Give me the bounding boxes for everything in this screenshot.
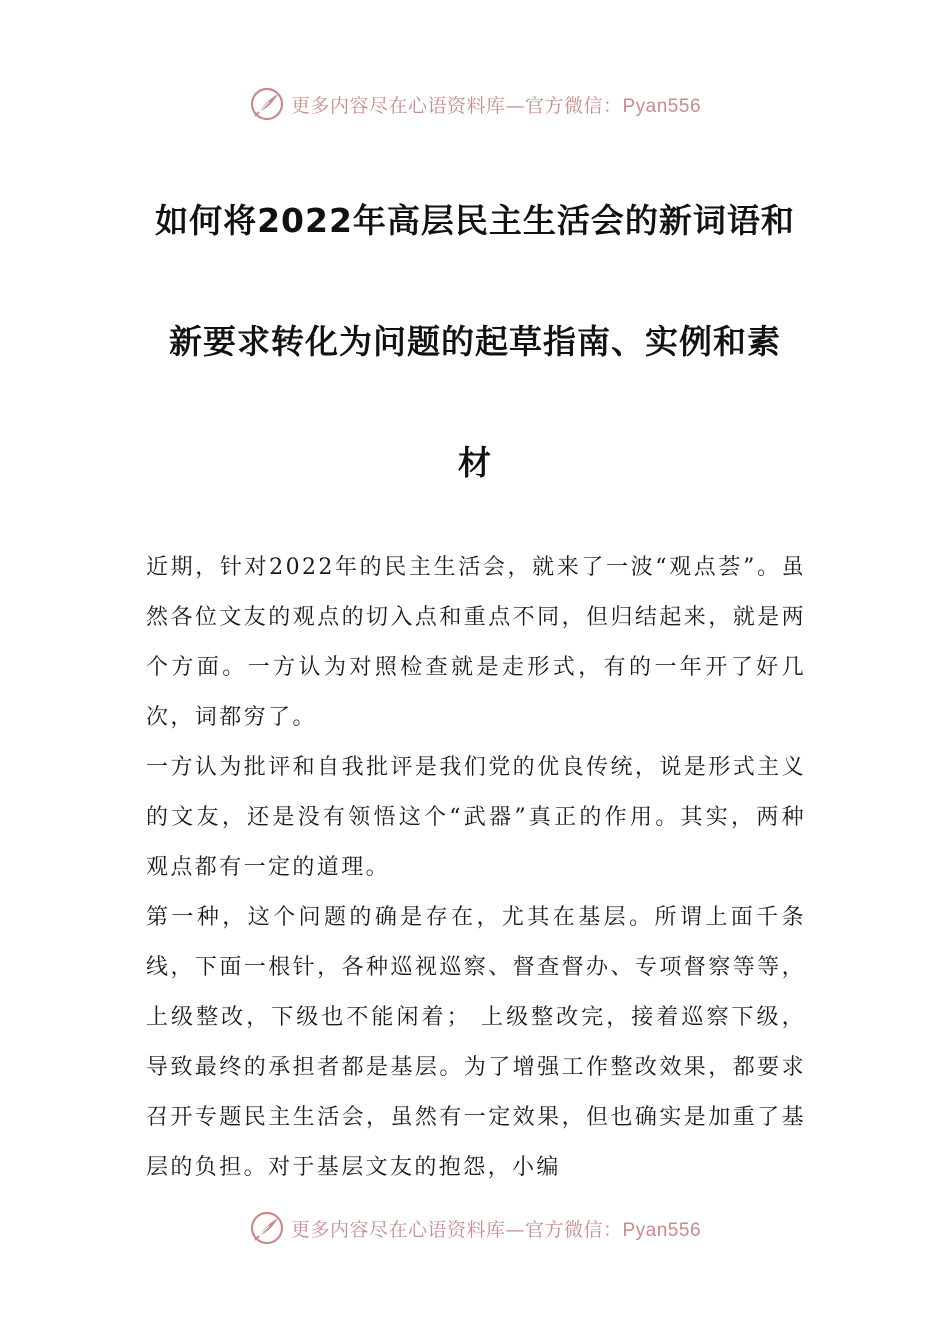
- feather-pen-logo-icon: [249, 86, 285, 122]
- body-paragraph-3: 第一种，这个问题的确是存在，尤其在基层。所谓上面千条线，下面一根针，各种巡视巡察、督查督办、专项督察等等，上级整改，下级也不能闲着； 上级整改完，接着巡察下级，导致最终的承担者都是基层。为了增强工作整改效果，都要求召开专题民主生活会，虽然有一定效果，但也确实是加重了基层的负担。对于基层文友的抱怨，小编: [146, 905, 806, 1180]
- feather-pen-logo-icon: [249, 1210, 285, 1246]
- footer-banner-text: 更多内容尽在心语资料库—官方微信：Pyan556: [290, 1218, 702, 1241]
- header-banner: [0, 84, 950, 124]
- document-title: [140, 160, 810, 523]
- header-banner-text: 更多内容尽在心语资料库—官方微信：Pyan556: [290, 94, 702, 117]
- title-line-3: 材: [458, 443, 492, 482]
- body-paragraph-2: 一方认为批评和自我批评是我们党的优良传统，说是形式主义的文友，还是没有领悟这个“武器”真正的作用。其实，两种观点都有一定的道理。: [146, 755, 806, 880]
- body-paragraph-1: 近期，针对2022年的民主生活会，就来了一波“观点荟”。虽然各位文友的观点的切入点和重点不同，但归结起来，就是两个方面。一方认为对照检查就是走形式，有的一年开了好几次，词都穷了。: [146, 555, 806, 730]
- title-line-2: 新要求转化为问题的起草指南、实例和素: [169, 322, 781, 361]
- title-line-1: 如何将2022年高层民主生活会的新词语和: [155, 201, 795, 240]
- footer-banner: [0, 1208, 950, 1248]
- document-body: [146, 543, 806, 1193]
